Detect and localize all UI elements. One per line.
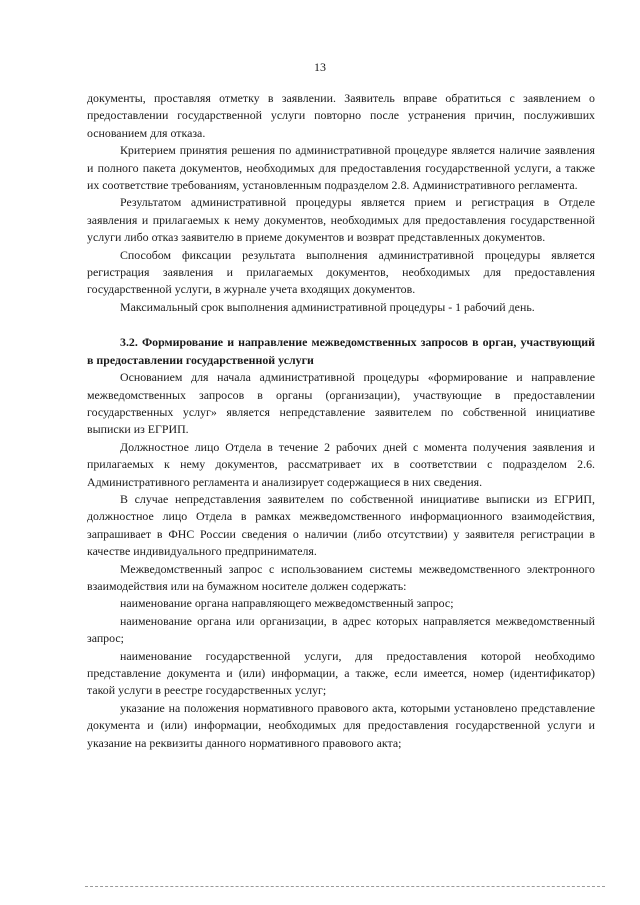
list-item: указание на положения нормативного правового акта, которыми установлено представление документа и (или) информации, необходимых для предоставления государственной услуги и указание на реквизиты данного нормативного правового акта; (87, 700, 595, 750)
paragraph: В случае непредставления заявителем по собственной инициативе выписки из ЕГРИП, должностное лицо Отдела в рамках межведомственного информационного взаимодействия, запрашивает в ФНС России сведения о наличии (либо отсутствии) у заявителя регистрации в качестве индивидуального предпринимателя. (87, 491, 595, 559)
footer-divider (85, 886, 605, 887)
paragraph: Должностное лицо Отдела в течение 2 рабочих дней с момента получения заявления и прилагаемых к нему документов, рассматривает их в соответствии с подразделом 2.6. Административного регламента и анализирует содержащиеся в них сведения. (87, 439, 595, 489)
section-heading: 3.2. Формирование и направление межведомственных запросов в орган, участвующий в предоставлении государственной услуги (87, 335, 595, 367)
paragraph: Межведомственный запрос с использованием системы межведомственного электронного взаимодействия или на бумажном носителе должен содержать: (87, 561, 595, 593)
document-body (87, 90, 595, 752)
paragraph: Максимальный срок выполнения административной процедуры - 1 рабочий день. (120, 299, 535, 314)
paragraph: Результатом административной процедуры является прием и регистрация в Отделе заявления и прилагаемых к нему документов, необходимых для предоставления государственной услуги либо отказ заявителю в приеме документов и возврат представленных документов. (87, 195, 595, 245)
list-item: наименование государственной услуги, для предоставления которой необходимо представление документа и (или) информации, а также, если имеется, номер (идентификатор) такой услуги в реестре государственных услуг; (87, 648, 595, 698)
list-item: наименование органа направляющего межведомственный запрос; (120, 596, 454, 611)
page-number: 13 (314, 60, 326, 74)
paragraph: Способом фиксации результата выполнения административной процедуры является регистрация заявления и прилагаемых документов, необходимых для предоставления государственной услуги, в журнале учета входящих документов. (87, 247, 595, 297)
paragraph: Основанием для начала административной процедуры «формирование и направление межведомственных запросов в органы (организации), участвующие в предоставлении государственных услуг» является непредставление заявителем по собственной инициативе выписки из ЕГРИП. (87, 370, 595, 437)
paragraph: документы, проставляя отметку в заявлении. Заявитель вправе обратиться с заявлением о предоставлении государственной услуги повторно после устранения причин, послуживших основанием для отказа. (87, 91, 595, 140)
list-item: наименование органа или организации, в адрес которых направляется межведомственный запрос; (87, 613, 595, 646)
paragraph: Критерием принятия решения по административной процедуре является наличие заявления и полного пакета документов, необходимых для предоставления государственной услуги, а также их соответствие требованиям, установленным подразделом 2.8. Административного регламента. (87, 143, 595, 193)
